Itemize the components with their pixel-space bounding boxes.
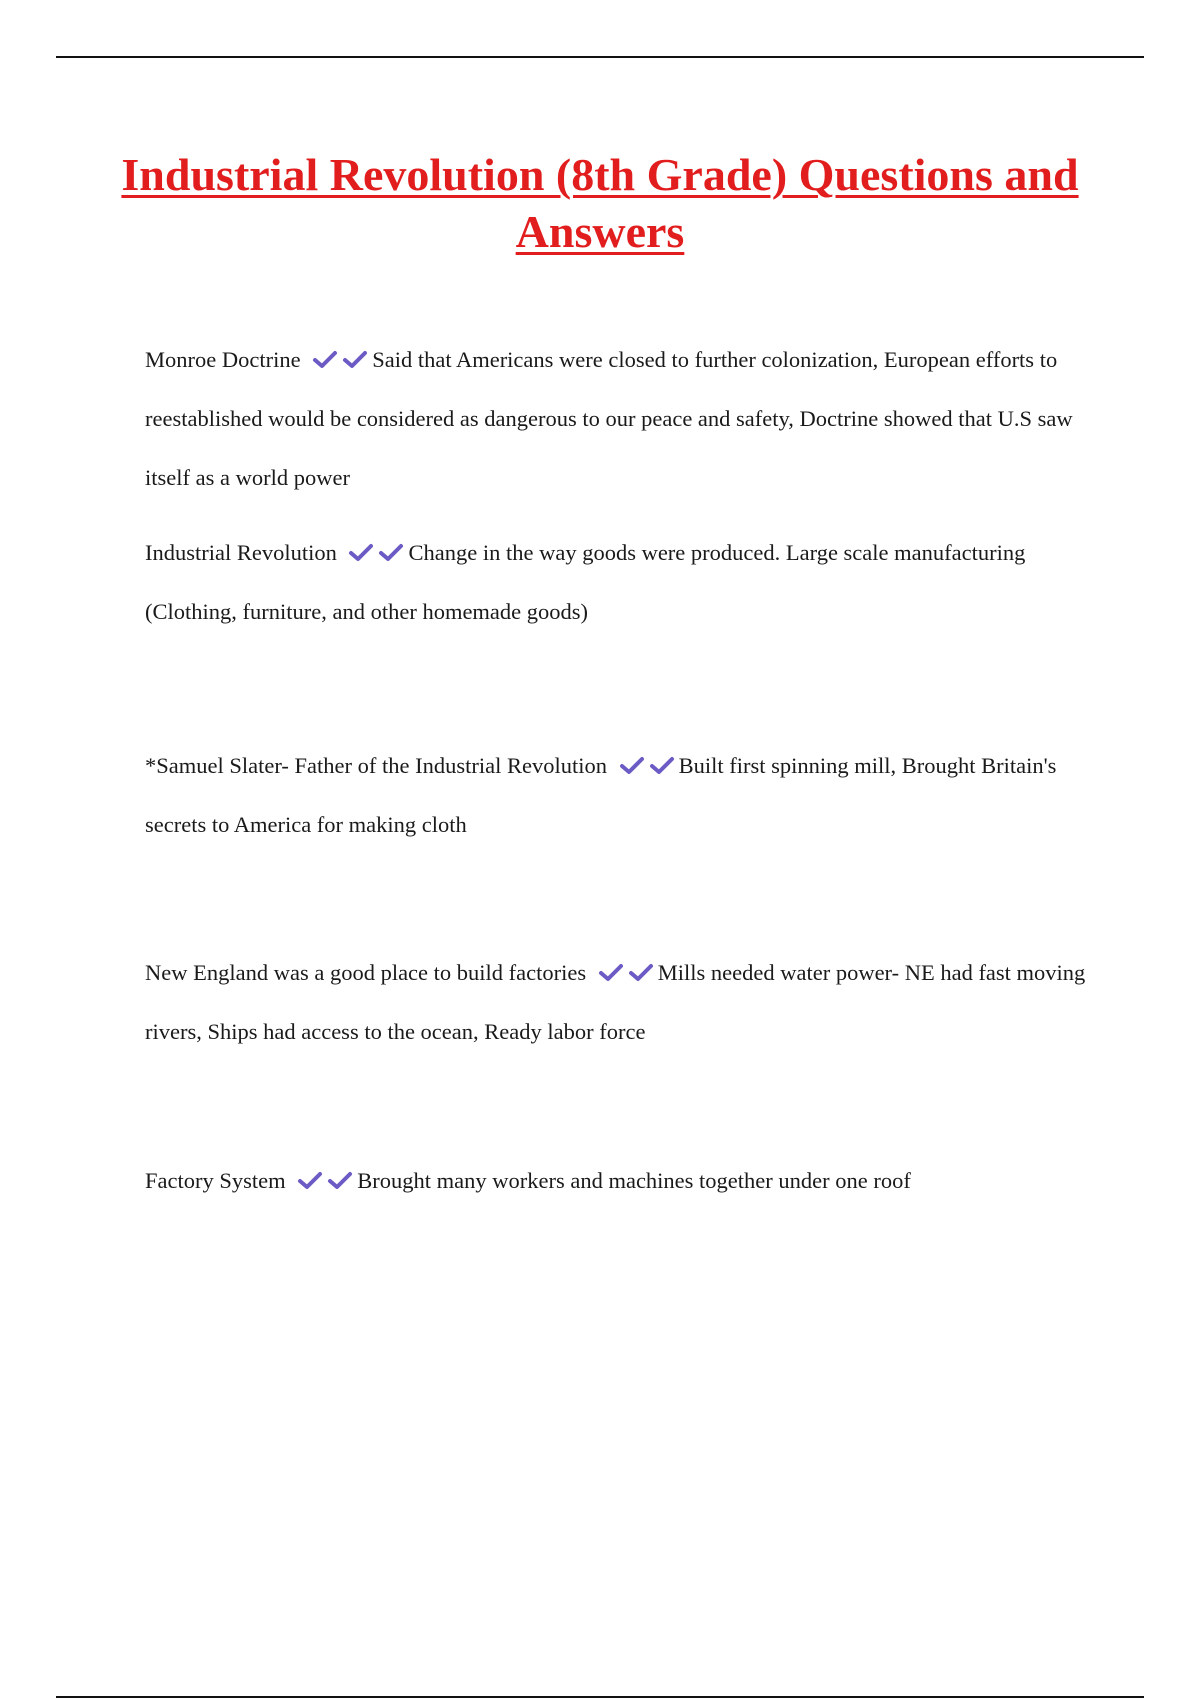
bottom-rule xyxy=(56,1696,1144,1698)
entry-term: *Samuel Slater- Father of the Industrial Revolution xyxy=(145,753,607,778)
checkmark-icon xyxy=(378,543,404,563)
checkmark-icon xyxy=(628,963,654,983)
entry-term: Industrial Revolution xyxy=(145,540,337,565)
entry-definition: Mills needed water power- NE had fast moving rivers, Ships had access to the ocean, Ready labor force xyxy=(145,960,1086,1044)
top-rule xyxy=(56,56,1144,58)
checkmark-icon xyxy=(649,756,675,776)
entry-definition: Brought many workers and machines together under one roof xyxy=(357,1168,911,1193)
checkmark-icon xyxy=(348,543,374,563)
document-title: Industrial Revolution (8th Grade) Questions and Answers xyxy=(121,149,1079,257)
qa-entry-samuel-slater xyxy=(145,736,1090,854)
entry-term: Monroe Doctrine xyxy=(145,347,301,372)
qa-entry-new-england xyxy=(145,943,1090,1061)
checkmark-icon xyxy=(342,350,368,370)
entry-definition: Built first spinning mill, Brought Britain's secrets to America for making cloth xyxy=(145,753,1057,837)
qa-entry-factory-system xyxy=(145,1151,1090,1210)
checkmark-icon xyxy=(619,756,645,776)
qa-entry-monroe-doctrine xyxy=(145,330,1090,507)
checkmark-icon xyxy=(297,1171,323,1191)
checkmark-icon xyxy=(312,350,338,370)
entry-definition: Change in the way goods were produced. Large scale manufacturing (Clothing, furniture, and other homemade goods) xyxy=(145,540,1026,624)
entry-term: Factory System xyxy=(145,1168,286,1193)
entry-term: New England was a good place to build factories xyxy=(145,960,587,985)
entry-definition: Said that Americans were closed to further colonization, European efforts to reestablished would be considered as dangerous to our peace and safety, Doctrine showed that U.S saw itself as a world power xyxy=(145,347,1073,490)
checkmark-icon xyxy=(327,1171,353,1191)
checkmark-icon xyxy=(598,963,624,983)
qa-entry-industrial-revolution xyxy=(145,523,1090,641)
